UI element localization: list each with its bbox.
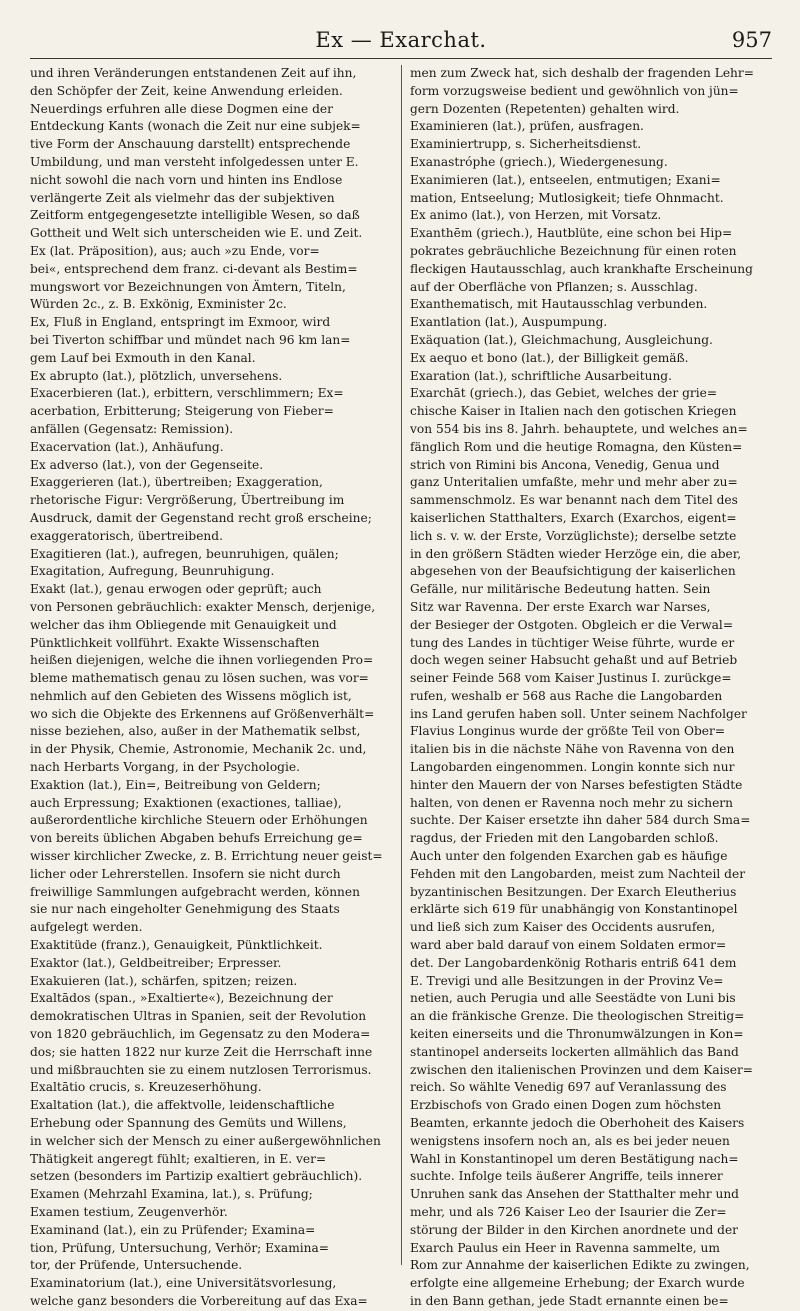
text-line: welche ganz besonders die Vorbereitung auf das Exa= <box>30 1293 368 1308</box>
text-line: Ausdruck, damit der Gegenstand recht groß erscheine; <box>30 510 372 525</box>
text-line: Examen testium, Zeugenverhör. <box>30 1205 228 1219</box>
text-line: strich von Rimini bis Ancona, Venedig, Genua und <box>410 457 720 472</box>
text-line: ragdus, der Frieden mit den Langobarden schloß. <box>410 831 719 846</box>
text-line: sammenschmolz. Es war benannt nach dem Titel des <box>410 493 738 508</box>
text-line: bei Tiverton schiffbar und mündet nach 96 km lan= <box>30 332 351 347</box>
text-line: Zeitform entgegengesetzte intelligible Wesen, so daß <box>30 208 360 223</box>
text-line: Gottheit und Welt sich unterscheiden wie E. und Zeit. <box>30 226 363 241</box>
text-line: Rom zur Annahme der kaiserlichen Edikte zu zwingen, <box>410 1258 750 1273</box>
text-line: Erhebung oder Spannung des Gemüts und Willens, <box>30 1116 347 1131</box>
text-line: Exaltātio crucis, s. Kreuzeserhöhung. <box>30 1080 262 1095</box>
text-line: hinter den Mauern der von Narses befestigten Städte <box>410 777 743 792</box>
text-line: Exagitieren (lat.), aufregen, beunruhigen, quälen; <box>30 546 339 561</box>
text-line: nisse beziehen, also, außer in der Mathematik selbst, <box>30 724 361 739</box>
text-line: Würden 2c., z. B. Exkönig, Exminister 2c. <box>30 297 287 312</box>
text-line: lich s. v. w. der Erste, Vorzüglichste); derselbe setzte <box>410 528 737 543</box>
text-line: gern Dozenten (Repetenten) gehalten wird. <box>410 101 680 116</box>
text-line: sie nur nach eingeholter Genehmigung des Staats <box>30 902 340 917</box>
text-line: bei«, entsprechend dem franz. ci-devant als Bestim= <box>30 261 358 276</box>
text-line: Exacervation (lat.), Anhäufung. <box>30 439 224 454</box>
text-line: italien bis in die nächste Nähe von Ravenna von den <box>410 742 735 757</box>
text-line: form vorzugsweise bedient und gewöhnlich von jün= <box>410 83 739 98</box>
page-number: 957 <box>731 28 772 52</box>
text-line: auf der Oberfläche von Pflanzen; s. Ausschlag. <box>410 279 698 294</box>
text-line: bleme mathematisch genau zu lösen suchen, was vor= <box>30 671 369 686</box>
text-columns <box>30 65 772 1308</box>
text-line: Exaktor (lat.), Geldbeitreiber; Erpresser. <box>30 955 282 970</box>
text-line: Langobarden eingenommen. Longin konnte sich nur <box>410 760 735 775</box>
text-line: Umbildung, und man versteht infolgedessen unter E. <box>30 154 359 169</box>
text-line: setzen (besonders im Partizip exaltiert gebräuchlich). <box>30 1169 363 1184</box>
text-line: nicht sowohl die nach vorn und hinten ins Endlose <box>30 172 343 187</box>
text-line: pokrates gebräuchliche Bezeichnung für einen roten <box>410 243 737 258</box>
text-line: rhetorische Figur: Vergrößerung, Übertreibung im <box>30 493 345 508</box>
text-line: Exaggerieren (lat.), übertreiben; Exaggeration, <box>30 475 323 490</box>
left-column <box>30 65 401 1308</box>
text-line: Flavius Longinus wurde der größte Teil von Ober= <box>410 724 726 739</box>
text-line: von bereits üblichen Abgaben behufs Erreichung ge= <box>30 831 363 846</box>
text-line: tive Form der Anschauung darstellt) entsprechende <box>30 137 351 152</box>
text-line: und ihren Veränderungen entstandenen Zeit auf ihn, <box>30 66 357 80</box>
text-line: gem Lauf bei Exmouth in den Kanal. <box>30 350 256 365</box>
text-line: dos; sie hatten 1822 nur kurze Zeit die Herrschaft inne <box>30 1044 373 1059</box>
text-line: Auch unter den folgenden Exarchen gab es häufige <box>410 849 728 864</box>
text-line: Thätigkeit angeregt fühlt; exaltieren, in E. ver= <box>30 1151 327 1166</box>
text-line: Exaktion (lat.), Ein=, Beitreibung von Geldern; <box>30 777 321 792</box>
text-line: der Besieger der Ostgoten. Obgleich er die Verwal= <box>410 617 734 632</box>
right-column <box>401 65 772 1308</box>
text-line: heißen diejenigen, welche die ihnen vorliegenden Pro= <box>30 653 374 668</box>
text-line: in den Bann gethan, jede Stadt ernannte einen be= <box>410 1293 729 1308</box>
text-line: mehr, und als 726 Kaiser Leo der Isaurier die Zer= <box>410 1205 727 1219</box>
text-line: erklärte sich 619 für unabhängig von Konstantinopel <box>410 902 738 917</box>
text-line: Sitz war Ravenna. Der erste Exarch war Narses, <box>410 599 711 614</box>
text-line: Neuerdings erfuhren alle diese Dogmen eine der <box>30 101 333 116</box>
text-line: Ex (lat. Präposition), aus; auch »zu Ende, vor= <box>30 243 320 258</box>
text-line: freiwillige Sammlungen aufgebracht werden, können <box>30 884 360 899</box>
text-line: Exagitation, Aufregung, Beunruhigung. <box>30 564 275 579</box>
text-line: ward aber bald darauf von einem Soldaten ermor= <box>410 938 727 953</box>
text-line: nach Herbarts Vorgang, in der Psychologie. <box>30 760 300 775</box>
text-line: suchte. Der Kaiser ersetzte ihn daher 584 durch Sma= <box>410 813 751 828</box>
text-line: verlängerte Zeit als vielmehr das der subjektiven <box>30 190 335 205</box>
text-line: und mißbrauchten sie zu einem nutzlosen Terrorismus. <box>30 1062 372 1077</box>
text-line: wenigstens insofern noch an, als es bei jeder neuen <box>410 1133 730 1148</box>
text-line: tion, Prüfung, Untersuchung, Verhör; Examina= <box>30 1240 329 1255</box>
text-line: von 1820 gebräuchlich, im Gegensatz zu den Modera= <box>30 1027 371 1042</box>
text-line: in welcher sich der Mensch zu einer außergewöhnlichen <box>30 1133 381 1148</box>
text-line: an die fränkische Grenze. Die theologischen Streitig= <box>410 1009 745 1024</box>
text-line: reich. So wählte Venedig 697 auf Veranlassung des <box>410 1080 727 1095</box>
text-line: Examiniertrupp, s. Sicherheitsdienst. <box>410 137 642 152</box>
text-line: außerordentliche kirchliche Steuern oder Erhöhungen <box>30 813 368 828</box>
text-line: Exanthematisch, mit Hautausschlag verbunden. <box>410 297 708 312</box>
running-title: Ex — Exarchat. <box>315 28 487 52</box>
text-line: in der Physik, Chemie, Astronomie, Mechanik 2c. und, <box>30 742 367 757</box>
text-line: Entdeckung Kants (wonach die Zeit nur eine subjek= <box>30 119 361 134</box>
text-line: Exantlation (lat.), Auspumpung. <box>410 315 608 330</box>
text-line: von 554 bis ins 8. Jahrh. behauptete, und welches an= <box>410 421 748 436</box>
text-line: Ex abrupto (lat.), plötzlich, unversehens. <box>30 368 283 383</box>
text-line: det. Der Langobardenkönig Rotharis entriß 641 dem <box>410 955 737 970</box>
text-line: anfällen (Gegensatz: Remission). <box>30 421 234 436</box>
text-line: erfolgte eine allgemeine Erhebung; der Exarch wurde <box>410 1276 745 1291</box>
text-line: tung des Landes in tüchtiger Weise führte, wurde er <box>410 635 735 650</box>
text-line: Exarch Paulus ein Heer in Ravenna sammelte, um <box>410 1240 720 1255</box>
text-line: men zum Zweck hat, sich deshalb der fragenden Lehr= <box>410 66 754 80</box>
text-line: Exaration (lat.), schriftliche Ausarbeitung. <box>410 368 672 383</box>
text-line: Exäquation (lat.), Gleichmachung, Ausgleichung. <box>410 332 713 347</box>
text-line: doch wegen seiner Habsucht gehaßt und auf Betrieb <box>410 653 738 668</box>
text-line: auch Erpressung; Exaktionen (exactiones, talliae), <box>30 795 342 810</box>
text-line: netien, auch Perugia und alle Seestädte von Luni bis <box>410 991 736 1006</box>
text-line: wisser kirchlicher Zwecke, z. B. Errichtung neuer geist= <box>30 849 383 864</box>
text-line: fleckigen Hautausschlag, auch krankhafte Erscheinung <box>410 261 753 276</box>
text-line: und ließ sich zum Kaiser des Occidents ausrufen, <box>410 920 716 935</box>
text-line: den Schöpfer der Zeit, keine Anwendung erleiden. <box>30 83 343 98</box>
text-line: mungswort vor Bezeichnungen von Ämtern, Titeln, <box>30 279 346 294</box>
text-line: Exacerbieren (lat.), erbittern, verschlimmern; Ex= <box>30 386 344 401</box>
text-line: Exanthēm (griech.), Hautblüte, eine schon bei Hip= <box>410 226 733 241</box>
text-line: mation, Entseelung; Mutlosigkeit; tiefe Ohnmacht. <box>410 190 724 205</box>
text-line: rufen, weshalb er 568 aus Rache die Langobarden <box>410 688 723 703</box>
text-line: Beamten, erkannte jedoch die Oberhoheit des Kaisers <box>410 1116 745 1131</box>
text-line: Ex aequo et bono (lat.), der Billigkeit gemäß. <box>410 350 689 365</box>
text-line: Wahl in Konstantinopel um deren Bestätigung nach= <box>410 1151 739 1166</box>
text-line: E. Trevigi und alle Besitzungen in der Provinz Ve= <box>410 973 724 988</box>
text-line: Exarchāt (griech.), das Gebiet, welches der grie= <box>410 386 718 401</box>
text-line: Fehden mit den Langobarden, meist zum Nachteil der <box>410 866 746 881</box>
text-line: seiner Feinde 568 vom Kaiser Justinus I. zurückge= <box>410 671 732 686</box>
text-line: aufgelegt werden. <box>30 920 143 935</box>
text-line: Exaltation (lat.), die affektvolle, leidenschaftliche <box>30 1098 335 1113</box>
text-line: Ex adverso (lat.), von der Gegenseite. <box>30 457 264 472</box>
text-line: acerbation, Erbitterung; Steigerung von Fieber= <box>30 404 334 419</box>
text-line: Examinieren (lat.), prüfen, ausfragen. <box>410 119 644 134</box>
text-line: fänglich Rom und die heutige Romagna, den Küsten= <box>410 439 743 454</box>
text-line: Exanastróphe (griech.), Wiedergenesung. <box>410 154 668 169</box>
text-line: ganz Unteritalien umfaßte, mehr und mehr aber zu= <box>410 475 738 490</box>
text-line: in den größern Städten wieder Herzöge ein, die aber, <box>410 546 742 561</box>
text-line: kaiserlichen Statthalters, Exarch (Exarchos, eigent= <box>410 510 737 525</box>
page-header <box>30 22 772 59</box>
text-line: stantinopel anderseits lockerten allmählich das Band <box>410 1044 739 1059</box>
text-line: Examinand (lat.), ein zu Prüfender; Examina= <box>30 1222 316 1237</box>
text-line: Examen (Mehrzahl Examina, lat.), s. Prüfung; <box>30 1187 313 1202</box>
text-line: suchte. Infolge teils äußerer Angriffe, teils innerer <box>410 1169 723 1184</box>
text-line: halten, von denen er Ravenna noch mehr zu sichern <box>410 795 733 810</box>
text-line: Exakuieren (lat.), schärfen, spitzen; reizen. <box>30 973 298 988</box>
text-line: Examinatorium (lat.), eine Universitätsvorlesung, <box>30 1276 337 1291</box>
text-line: Gefälle, nur militärische Bedeutung hatten. Sein <box>410 582 711 597</box>
text-line: chische Kaiser in Italien nach den gotischen Kriegen <box>410 404 737 419</box>
text-line: zwischen den italienischen Provinzen und dem Kaiser= <box>410 1062 753 1077</box>
text-line: demokratischen Ultras in Spanien, seit der Revolution <box>30 1009 367 1024</box>
text-line: wo sich die Objekte des Erkennens auf Größenverhält= <box>30 706 375 721</box>
text-line: nehmlich auf den Gebieten des Wissens möglich ist, <box>30 688 352 703</box>
text-line: ins Land gerufen haben soll. Unter seinem Nachfolger <box>410 706 747 721</box>
text-line: welcher das ihm Obliegende mit Genauigkeit und <box>30 617 337 632</box>
text-line: störung der Bilder in den Kirchen anordnete und der <box>410 1222 739 1237</box>
text-line: Exaltādos (span., »Exaltierte«), Bezeichnung der <box>30 991 333 1006</box>
text-line: Ex, Fluß in England, entspringt im Exmoor, wird <box>30 315 331 330</box>
text-line: licher oder Lehrerstellen. Insofern sie nicht durch <box>30 866 341 881</box>
text-line: keiten einerseits und die Thronumwälzungen in Kon= <box>410 1027 744 1042</box>
text-line: von Personen gebräuchlich: exakter Mensch, derjenige, <box>30 599 376 614</box>
text-line: Erzbischofs von Grado einen Dogen zum höchsten <box>410 1098 722 1113</box>
text-line: Ex animo (lat.), von Herzen, mit Vorsatz. <box>410 208 662 223</box>
text-line: Pünktlichkeit vollführt. Exakte Wissenschaften <box>30 635 320 650</box>
text-line: abgesehen von der Beaufsichtigung der kaiserlichen <box>410 564 736 579</box>
text-line: Exaktitüde (franz.), Genauigkeit, Pünktlichkeit. <box>30 938 323 953</box>
text-line: Unruhen sank das Ansehen der Statthalter mehr und <box>410 1187 739 1202</box>
text-line: byzantinischen Besitzungen. Der Exarch Eleutherius <box>410 884 737 899</box>
text-line: Exanimieren (lat.), entseelen, entmutigen; Exani= <box>410 172 721 187</box>
text-line: tor, der Prüfende, Untersuchende. <box>30 1258 243 1273</box>
text-line: Exakt (lat.), genau erwogen oder geprüft; auch <box>30 582 322 597</box>
text-line: exaggeratorisch, übertreibend. <box>30 528 223 543</box>
